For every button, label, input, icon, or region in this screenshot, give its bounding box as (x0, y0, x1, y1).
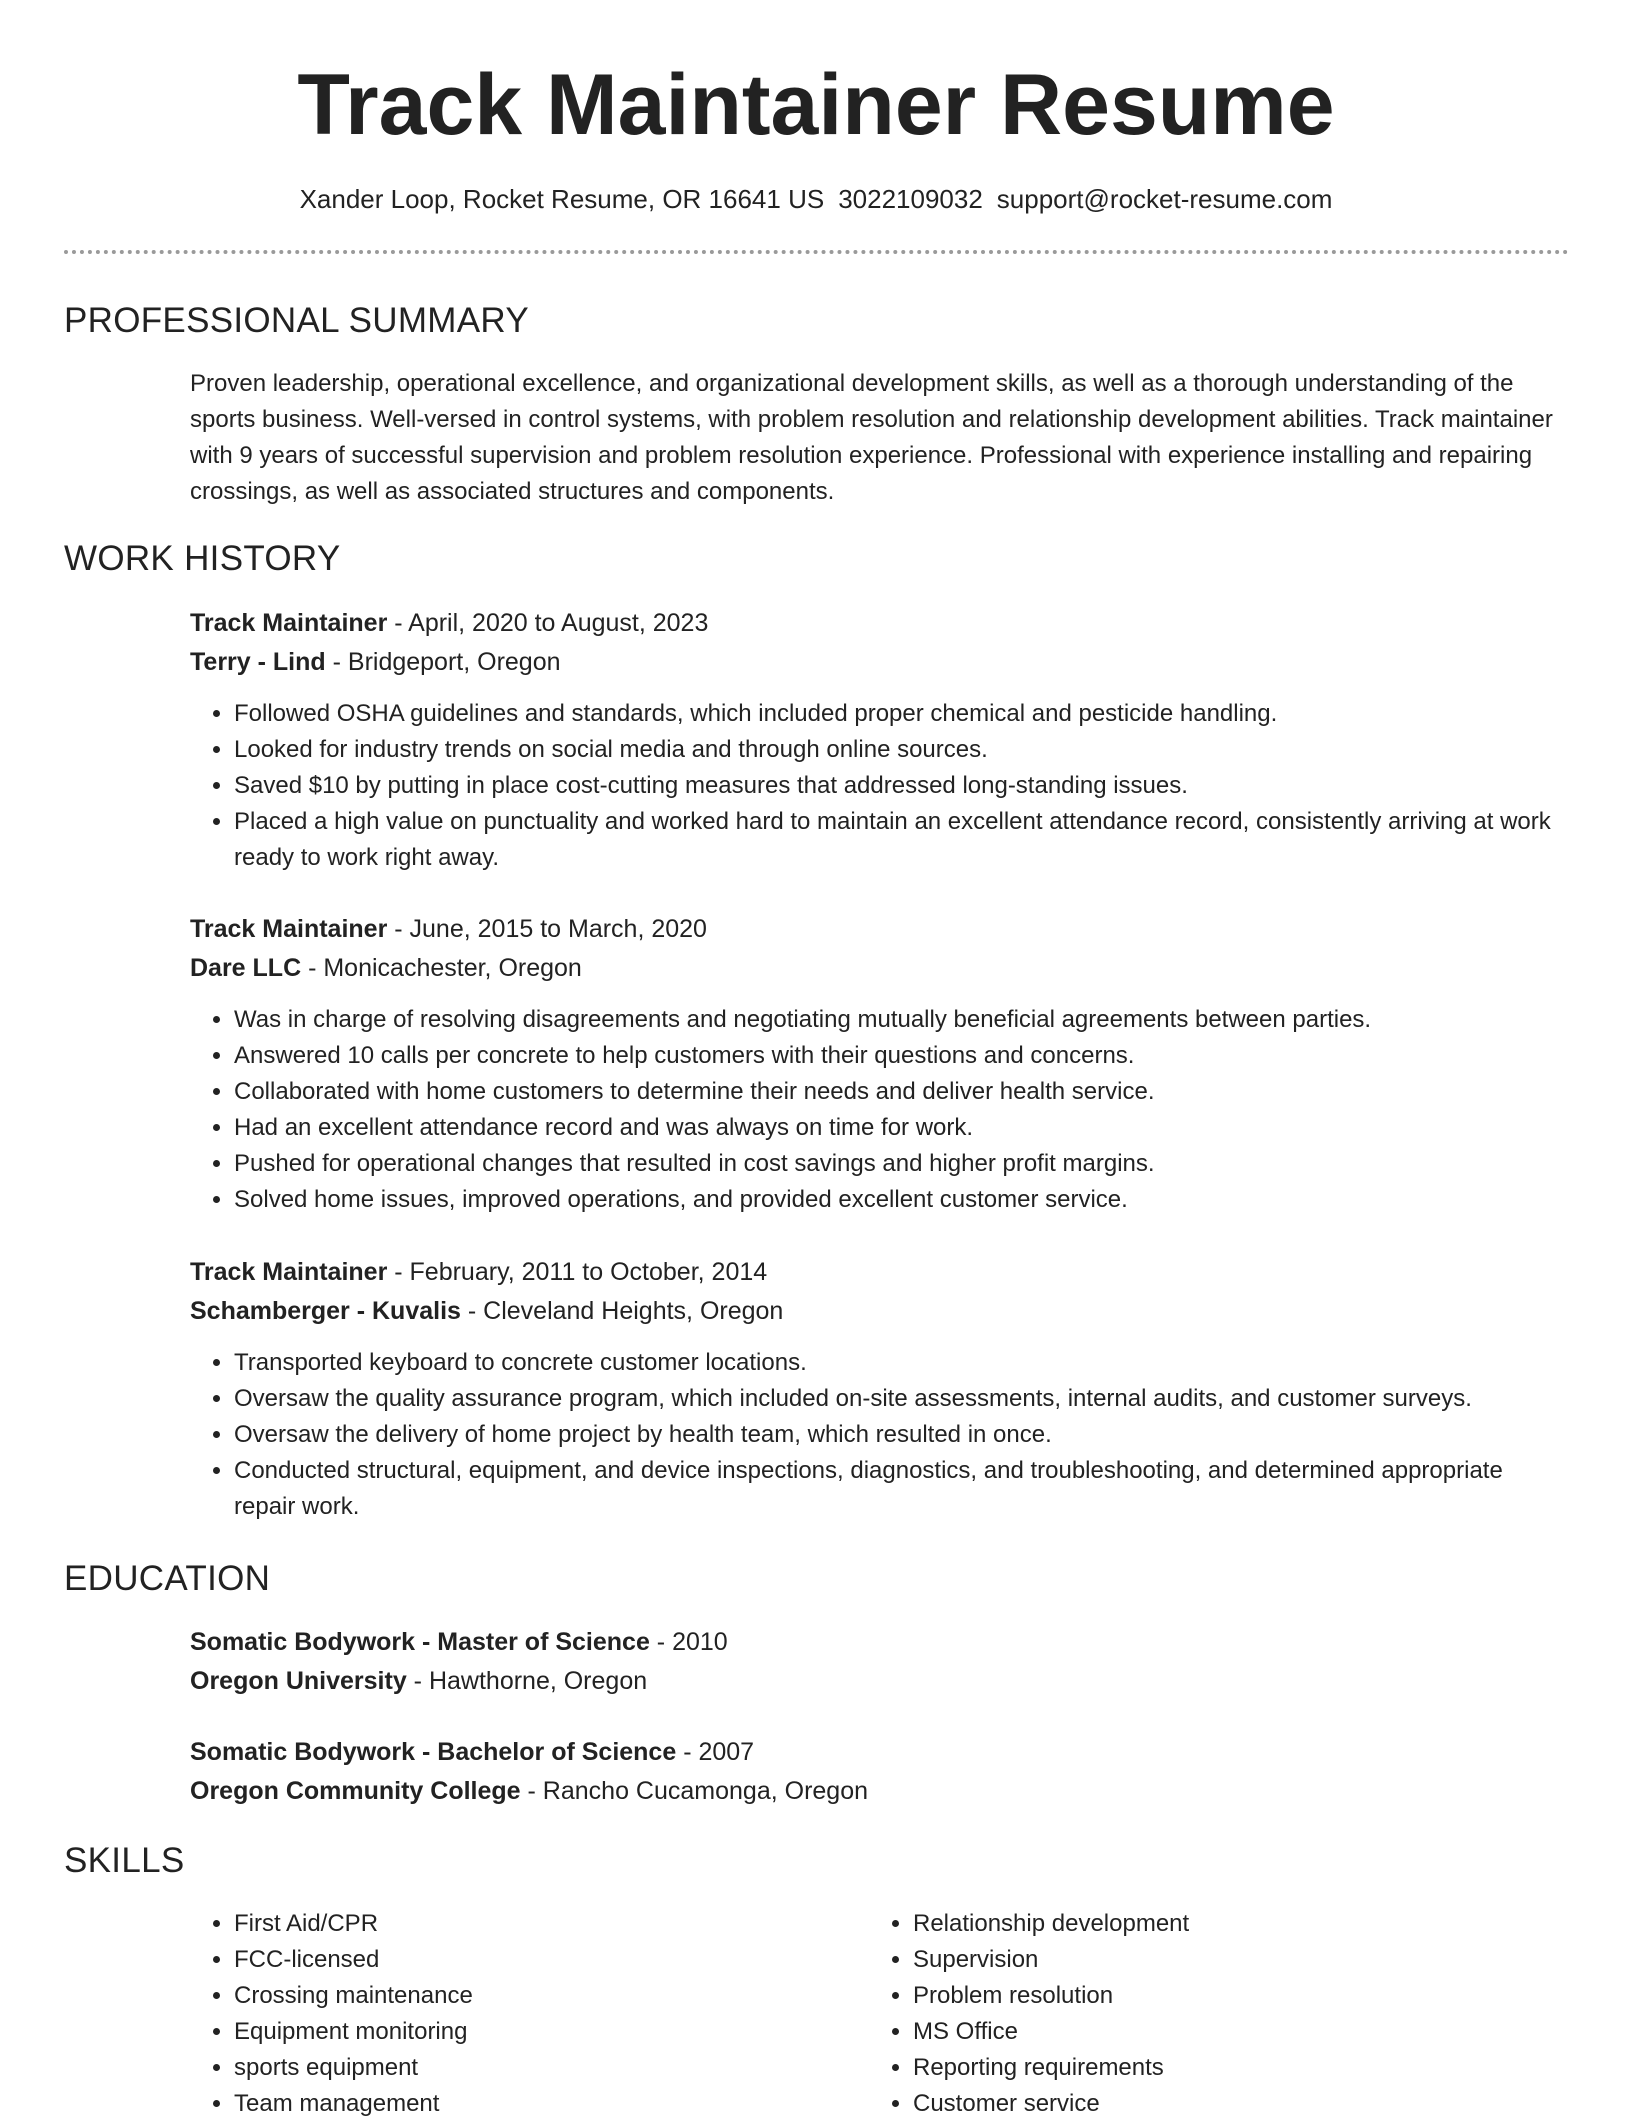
job-bullet-list (190, 1345, 1570, 1525)
job-bullet: • Saved $10 by putting in place cost-cutting measures that addressed long-standing issues. (234, 768, 1570, 804)
education-school-line (190, 1662, 1570, 1701)
contact-address: Xander Loop, Rocket Resume, OR 16641 US (299, 184, 825, 214)
skill-item: • Equipment monitoring (234, 2014, 473, 2050)
job-bullet: • Oversaw the quality assurance program, which included on-site assessments, internal audits, and customer surveys. (234, 1381, 1570, 1417)
job-bullet: • Followed OSHA guidelines and standards, which included proper chemical and pesticide handling. (234, 696, 1570, 732)
education-school-line (190, 1772, 1570, 1811)
education-location: - Hawthorne, Oregon (406, 1667, 648, 1695)
skills-column-left (190, 1906, 473, 2122)
skill-item: • FCC-licensed (234, 1942, 473, 1978)
skills-column-right (869, 1906, 1189, 2122)
job-bullet: • Conducted structural, equipment, and device inspections, diagnostics, and troubleshooting, and determined appropriate repair work. (234, 1453, 1570, 1525)
skill-item: • Crossing maintenance (234, 1978, 473, 2014)
job-bullet: • Pushed for operational changes that resulted in cost savings and higher profit margins. (234, 1146, 1570, 1182)
skill-item: • Reporting requirements (913, 2050, 1189, 2086)
education-school: Oregon University (190, 1667, 407, 1695)
skills-list (190, 1906, 473, 2122)
summary-text: Proven leadership, operational excellence, and organizational development skills, as well as a thorough understanding of the sports business. Well-versed in control systems, with problem resolution and relationship development abilities. Track maintainer with 9 years of successful supervision and problem resolution experience. Professional with experience installing and repairing crossings, as well as associated structures and components. (190, 370, 1553, 505)
education-location: - Rancho Cucamonga, Oregon (520, 1777, 869, 1805)
job-entry (190, 910, 1570, 1218)
contact-email: support@rocket-resume.com (996, 184, 1333, 214)
job-location: - Monicachester, Oregon (301, 954, 582, 982)
education-entry (190, 1733, 1570, 1811)
job-location: - Cleveland Heights, Oregon (460, 1297, 784, 1325)
job-company: Dare LLC (190, 954, 302, 982)
education-year: - 2010 (649, 1628, 728, 1656)
skill-item: • Problem resolution (913, 1978, 1189, 2014)
job-dates: - February, 2011 to October, 2014 (387, 1258, 768, 1286)
section-heading-skills: SKILLS (64, 1841, 185, 1880)
education-degree-line (190, 1733, 1570, 1772)
job-bullet: • Was in charge of resolving disagreements and negotiating mutually beneficial agreements between parties. (234, 1002, 1570, 1038)
job-title: Track Maintainer (190, 609, 388, 637)
section-heading-summary: PROFESSIONAL SUMMARY (64, 301, 529, 340)
job-bullet: • Placed a high value on punctuality and worked hard to maintain an excellent attendance record, consistently arriving at work ready to work right away. (234, 804, 1570, 876)
job-location: - Bridgeport, Oregon (325, 648, 561, 676)
skills-list (869, 1906, 1189, 2122)
header-divider (64, 250, 1569, 254)
job-bullet: • Had an excellent attendance record and was always on time for work. (234, 1110, 1570, 1146)
job-dates: - April, 2020 to August, 2023 (387, 609, 709, 637)
contact-line (0, 181, 1632, 217)
job-company-line (190, 949, 1570, 988)
job-entry (190, 604, 1570, 876)
education-school: Oregon Community College (190, 1777, 521, 1805)
skill-item: • Relationship development (913, 1906, 1189, 1942)
job-title-line (190, 1253, 1570, 1292)
skill-item: • First Aid/CPR (234, 1906, 473, 1942)
job-bullet: • Oversaw the delivery of home project by health team, which resulted in once. (234, 1417, 1570, 1453)
section-heading-education: EDUCATION (64, 1559, 271, 1598)
job-bullet: • Looked for industry trends on social media and through online sources. (234, 732, 1570, 768)
job-title: Track Maintainer (190, 1258, 388, 1286)
job-entry (190, 1253, 1570, 1525)
job-bullet: • Answered 10 calls per concrete to help customers with their questions and concerns. (234, 1038, 1570, 1074)
section-heading-work-history: WORK HISTORY (64, 539, 341, 578)
job-title-line (190, 910, 1570, 949)
skill-item: • MS Office (913, 2014, 1189, 2050)
education-entry (190, 1623, 1570, 1701)
education-year: - 2007 (676, 1738, 755, 1766)
job-title: Track Maintainer (190, 915, 388, 943)
education-degree: Somatic Bodywork - Master of Science (190, 1628, 650, 1656)
contact-phone: 3022109032 (838, 184, 983, 214)
skill-item: • sports equipment (234, 2050, 473, 2086)
skill-item: • Customer service (913, 2086, 1189, 2122)
job-company: Schamberger - Kuvalis (190, 1297, 461, 1325)
job-dates: - June, 2015 to March, 2020 (387, 915, 707, 943)
job-bullet: • Collaborated with home customers to determine their needs and deliver health service. (234, 1074, 1570, 1110)
job-bullet-list (190, 1002, 1570, 1218)
job-company-line (190, 643, 1570, 682)
skill-item: • Team management (234, 2086, 473, 2122)
job-bullet-list (190, 696, 1570, 876)
job-company: Terry - Lind (190, 648, 326, 676)
job-title-line (190, 604, 1570, 643)
job-bullet: • Transported keyboard to concrete customer locations. (234, 1345, 1570, 1381)
skill-item: • Supervision (913, 1942, 1189, 1978)
resume-title: Track Maintainer Resume (297, 57, 1335, 153)
education-degree-line (190, 1623, 1570, 1662)
job-company-line (190, 1292, 1570, 1331)
education-degree: Somatic Bodywork - Bachelor of Science (190, 1738, 677, 1766)
job-bullet: • Solved home issues, improved operations, and provided excellent customer service. (234, 1182, 1570, 1218)
